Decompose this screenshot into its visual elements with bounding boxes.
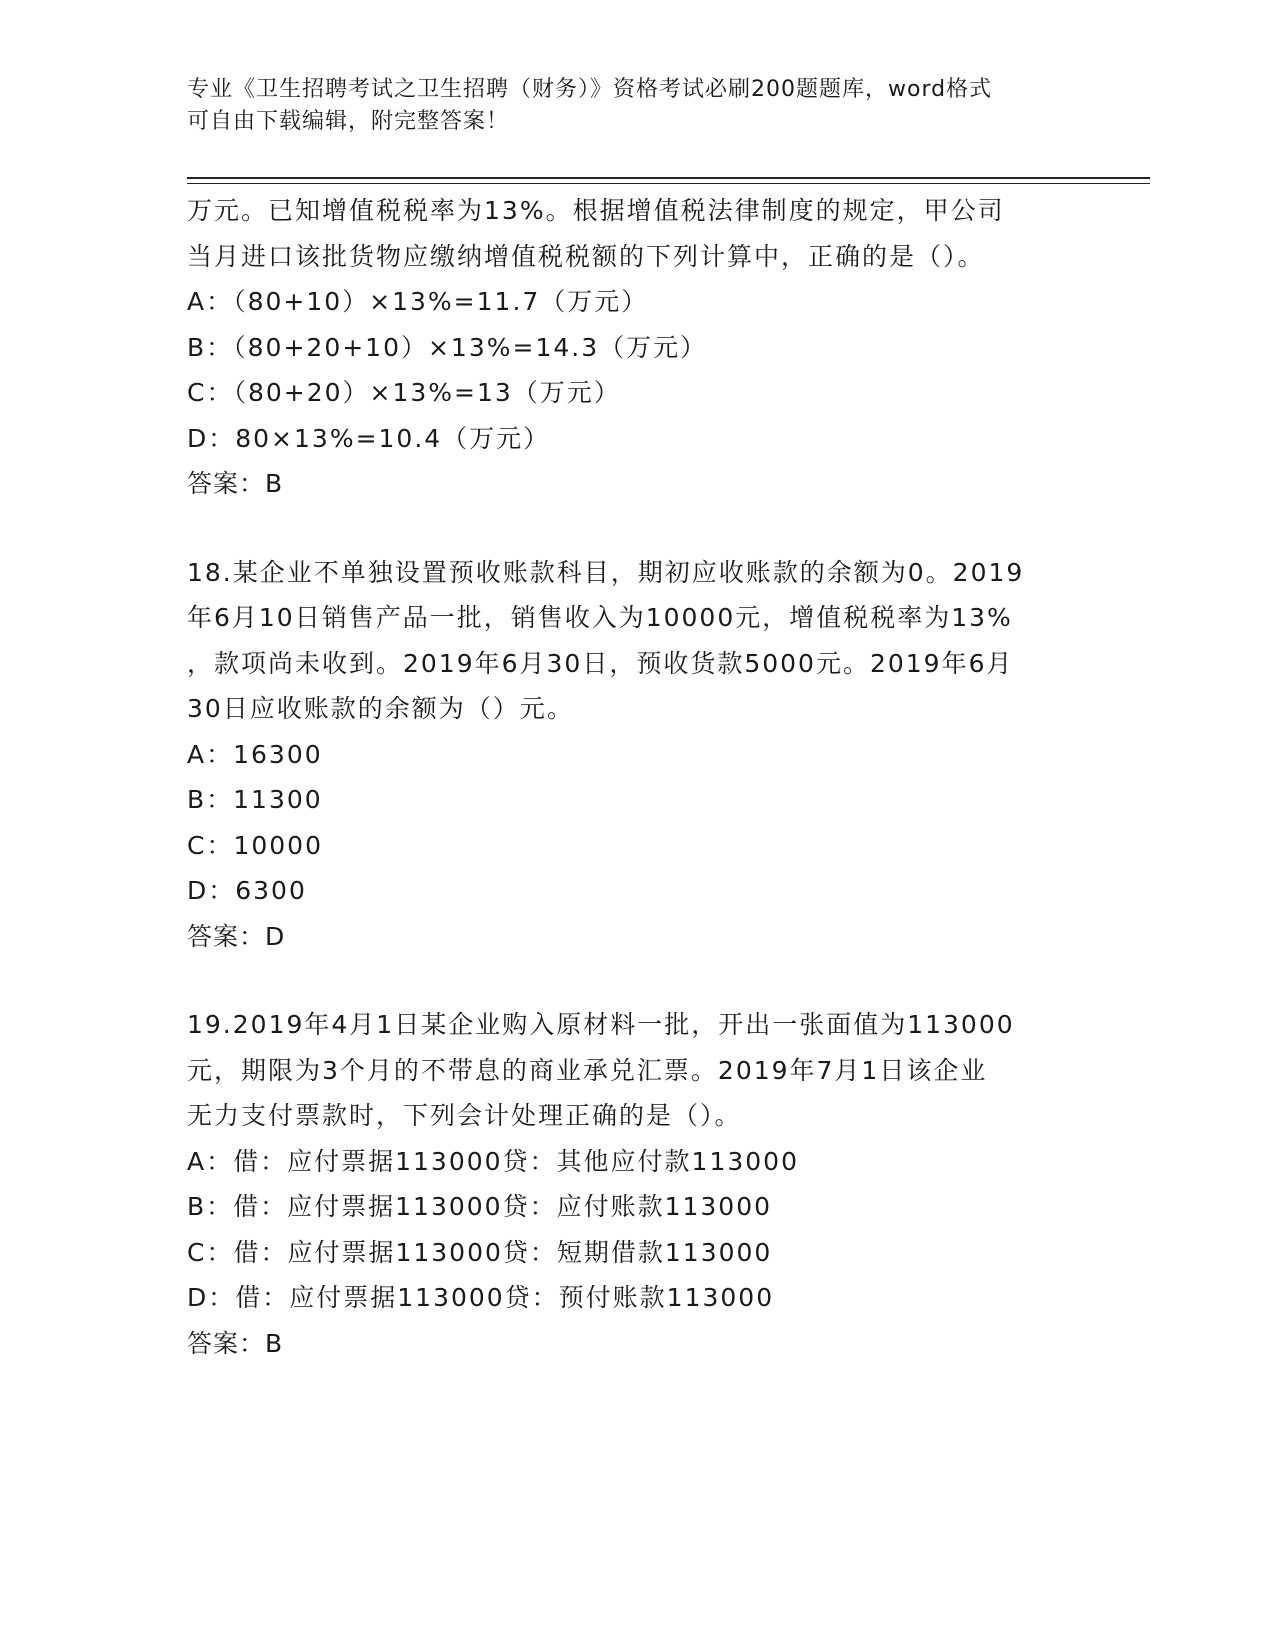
header-divider-thick — [187, 177, 1150, 179]
option-c: C：10000 — [187, 830, 323, 860]
question-stem-line: 无力支付票款时，下列会计处理正确的是（）。 — [187, 1101, 742, 1130]
document-body — [187, 188, 1087, 1366]
question-18 — [187, 550, 1087, 960]
spacer — [187, 959, 1087, 1002]
option-d: D：借：应付票据113000贷：预付账款113000 — [187, 1283, 775, 1312]
question-stem-line: 万元。已知增值税税率为13%。根据增值税法律制度的规定，甲公司 — [187, 196, 1005, 225]
answer: 答案：B — [187, 469, 284, 498]
option-c: C：（80+20）×13%=13（万元） — [187, 378, 621, 407]
question-stem-line: 18.某企业不单独设置预收账款科目，期初应收账款的余额为0。2019 — [187, 557, 1025, 587]
header-line-1: 专业《卫生招聘考试之卫生招聘（财务）》资格考试必刷200题题库，word格式 — [187, 77, 993, 102]
option-a: A：16300 — [187, 739, 323, 769]
option-b: B：（80+20+10）×13%=14.3（万元） — [187, 332, 708, 362]
question-19 — [187, 1002, 1087, 1366]
option-c: C：借：应付票据113000贷：短期借款113000 — [187, 1237, 773, 1267]
answer: 答案：D — [187, 921, 286, 951]
question-stem-line: 年6月10日销售产品一批，销售收入为10000元，增值税税率为13% — [187, 603, 1013, 632]
header-divider-thin — [187, 183, 1150, 184]
question-17 — [187, 188, 1087, 507]
option-d: D：6300 — [187, 876, 307, 905]
option-a: A：借：应付票据113000贷：其他应付款113000 — [187, 1146, 799, 1176]
option-d: D：80×13%=10.4（万元） — [187, 423, 551, 453]
option-b: B：借：应付票据113000贷：应付账款113000 — [187, 1192, 773, 1221]
question-stem-line: 元，期限为3个月的不带息的商业承兑汇票。2019年7月1日该企业 — [187, 1055, 988, 1085]
question-stem-line: 30日应收账款的余额为（）元。 — [187, 694, 574, 723]
option-b: B：11300 — [187, 785, 323, 814]
document-header — [187, 74, 1087, 138]
spacer — [187, 507, 1087, 550]
answer: 答案：B — [187, 1328, 284, 1358]
option-a: A：（80+10）×13%=11.7（万元） — [187, 287, 649, 316]
question-stem-line: ，款项尚未收到。2019年6月30日，预收货款5000元。2019年6月 — [187, 648, 1014, 678]
header-line-2: 可自由下载编辑，附完整答案！ — [187, 109, 510, 134]
question-stem-line: 19.2019年4月1日某企业购入原材料一批，开出一张面值为113000 — [187, 1010, 1015, 1039]
question-stem-line: 当月进口该批货物应缴纳增值税税额的下列计算中，正确的是（）。 — [187, 241, 985, 271]
